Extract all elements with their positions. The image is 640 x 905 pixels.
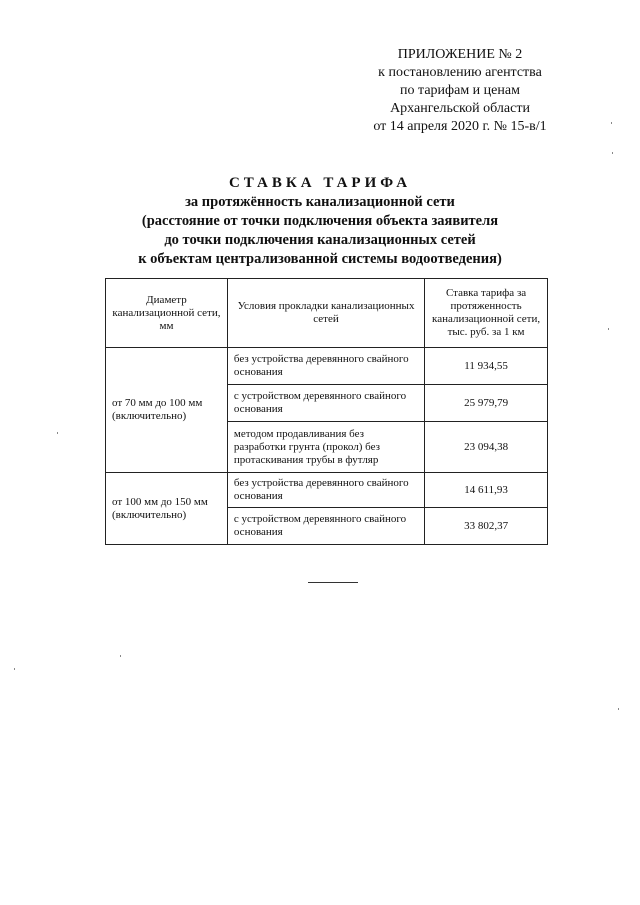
rate-cell: 11 934,55 bbox=[425, 348, 548, 385]
rate-cell: 25 979,79 bbox=[425, 385, 548, 422]
scan-speck bbox=[120, 655, 121, 657]
scan-speck bbox=[57, 432, 58, 434]
closing-rule bbox=[308, 582, 358, 583]
rate-cell: 14 611,93 bbox=[425, 473, 548, 508]
condition-cell: с устройством деревянного свайного основания bbox=[227, 508, 424, 545]
title-main: СТАВКА ТАРИФА bbox=[228, 175, 412, 191]
title-line-3: (расстояние от точки подключения объекта заявителя bbox=[141, 213, 499, 229]
appendix-region: Архангельской области bbox=[390, 101, 530, 116]
table-row bbox=[106, 348, 548, 385]
scan-speck bbox=[611, 122, 612, 124]
appendix-label: ПРИЛОЖЕНИЕ № 2 bbox=[397, 47, 523, 62]
scan-speck bbox=[612, 152, 613, 154]
appendix-header bbox=[340, 46, 580, 136]
condition-cell: без устройства деревянного свайного основания bbox=[227, 348, 424, 385]
table-header-row bbox=[106, 279, 548, 348]
header-diameter: Диаметр канализационной сети, мм bbox=[106, 279, 228, 348]
scan-speck bbox=[618, 708, 619, 710]
title-line-5: к объектам централизованной системы водоотведения) bbox=[138, 251, 502, 267]
header-rate: Ставка тарифа за протяженность канализационной сети, тыс. руб. за 1 км bbox=[425, 279, 548, 348]
rate-cell: 33 802,37 bbox=[425, 508, 548, 545]
condition-cell: методом продавливания без разработки грунта (прокол) без протаскивания трубы в футляр bbox=[227, 422, 424, 473]
rate-cell: 23 094,38 bbox=[425, 422, 548, 473]
appendix-date: от 14 апреля 2020 г. № 15-в/1 bbox=[373, 119, 547, 134]
header-conditions: Условия прокладки канализационных сетей bbox=[227, 279, 424, 348]
appendix-resolution: к постановлению агентства bbox=[378, 65, 542, 80]
title-line-2: за протяжённость канализационной сети bbox=[185, 194, 455, 210]
condition-cell: без устройства деревянного свайного основания bbox=[227, 473, 424, 508]
condition-cell: с устройством деревянного свайного основания bbox=[227, 385, 424, 422]
tariff-table bbox=[105, 278, 548, 545]
document-title bbox=[60, 174, 580, 269]
title-line-4: до точки подключения канализационных сетей bbox=[164, 232, 476, 248]
scan-speck bbox=[608, 328, 609, 330]
appendix-agency: по тарифам и ценам bbox=[400, 83, 520, 98]
scan-speck bbox=[14, 668, 15, 670]
table-row bbox=[106, 473, 548, 508]
diameter-cell: от 100 мм до 150 мм (включительно) bbox=[106, 473, 228, 545]
diameter-cell: от 70 мм до 100 мм (включительно) bbox=[106, 348, 228, 473]
